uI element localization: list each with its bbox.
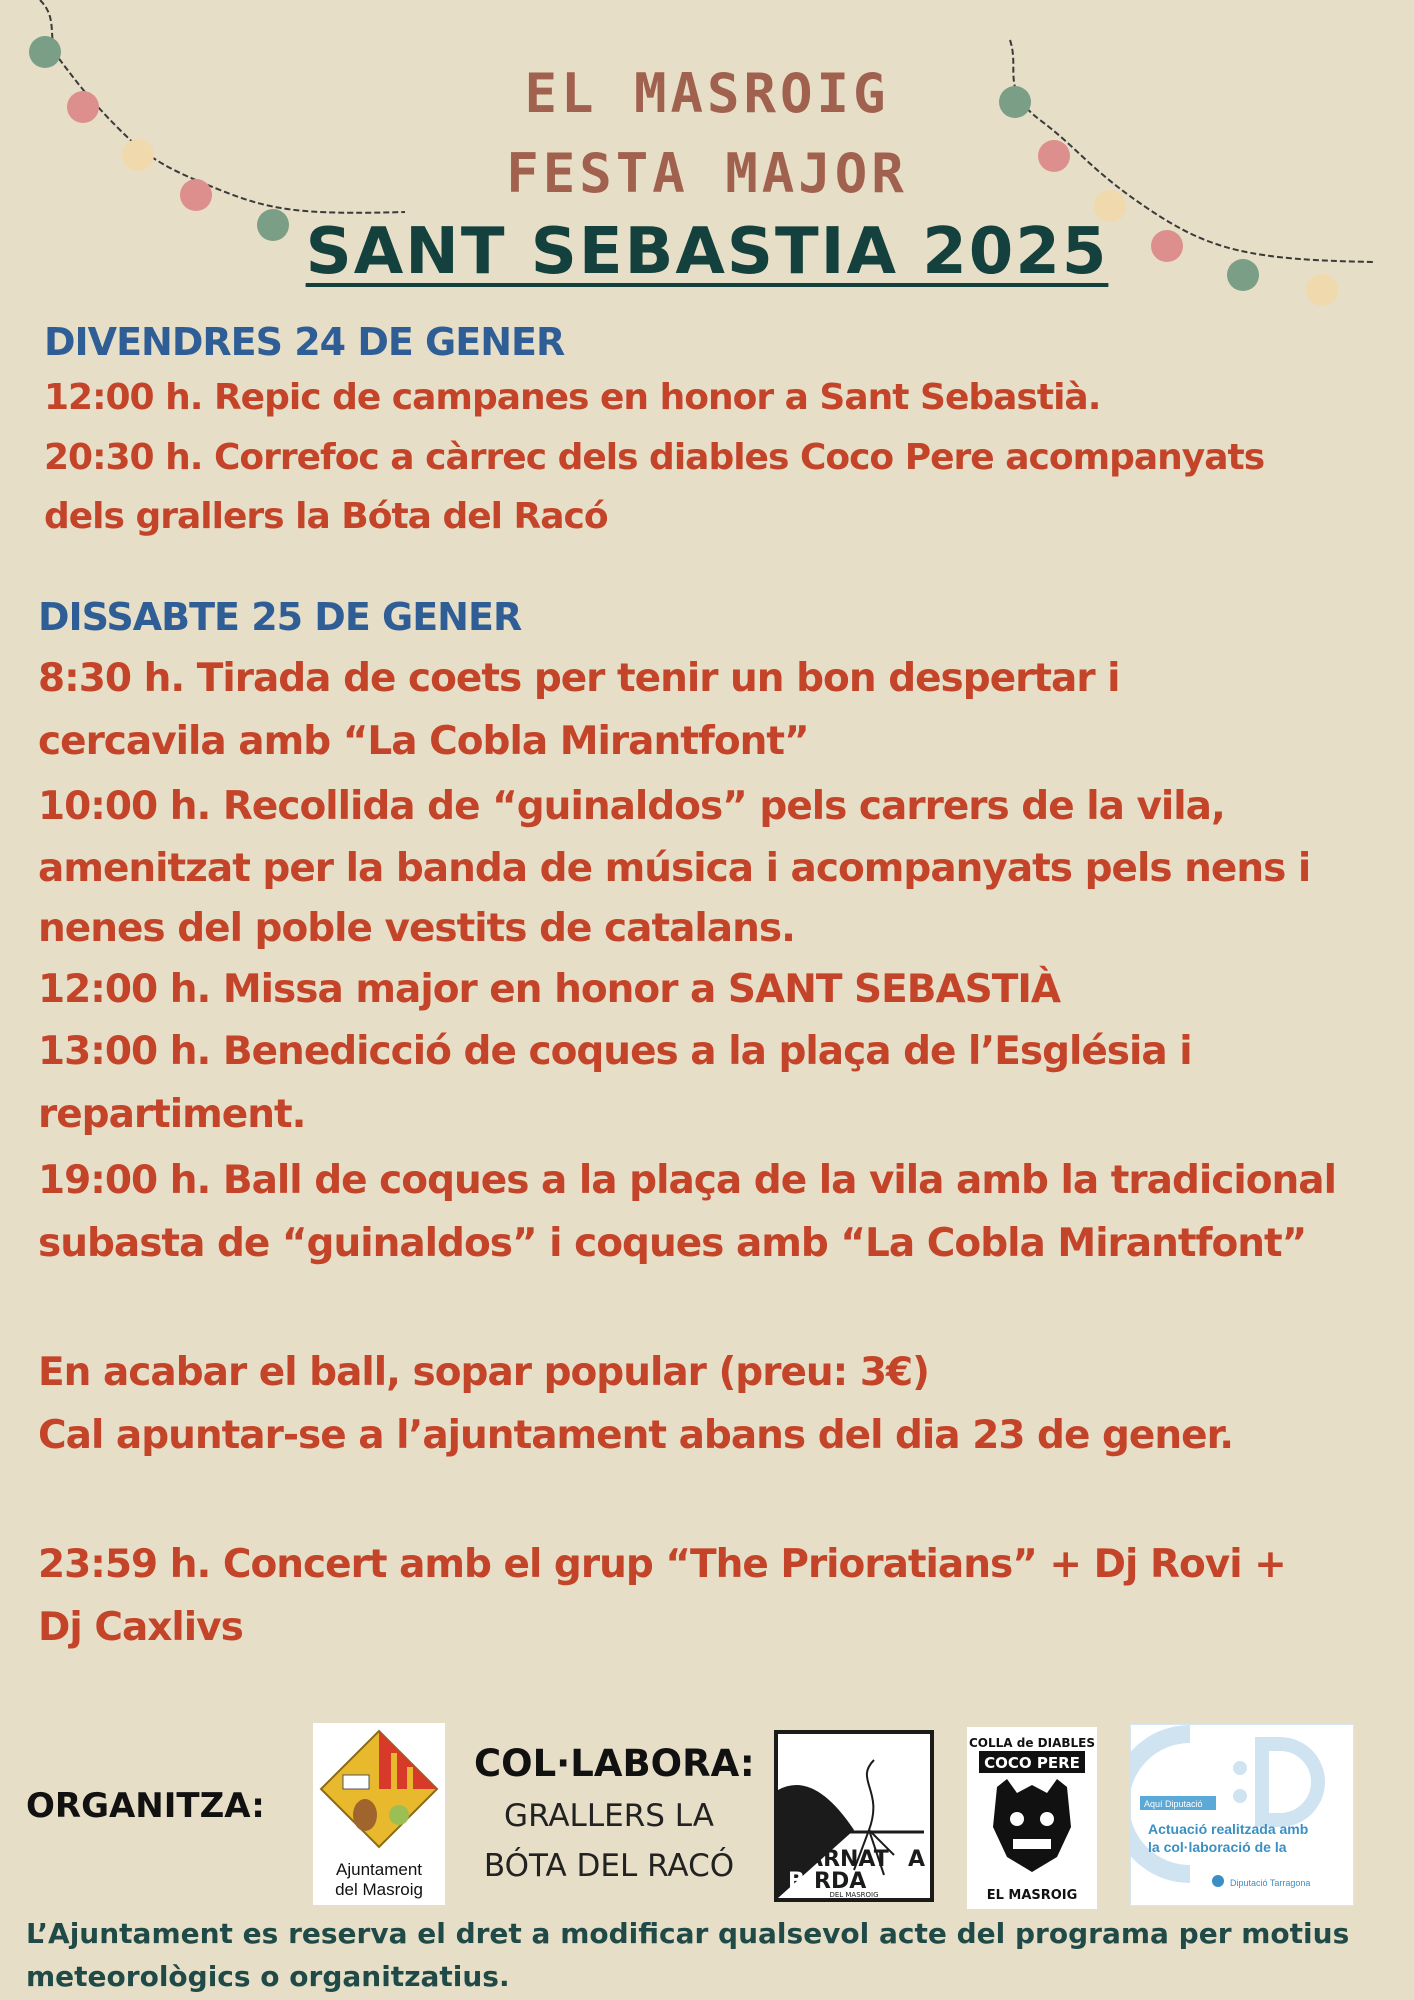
ajuntament-logo-text-1: Ajuntament <box>336 1860 422 1879</box>
diputacio-text-3: Diputació Tarragona <box>1230 1878 1311 1888</box>
page-title: SANT SEBASTIA 2025 <box>305 215 1109 289</box>
garnatxa-text-5: DEL MASROIG <box>829 1891 879 1899</box>
colla-diables-logo <box>967 1727 1097 1909</box>
diputacio-text-2: la col·laboració de la <box>1148 1839 1287 1855</box>
saturday-line: 13:00 h. Benedicció de coques a la plaça de l’Església i <box>38 1029 1192 1074</box>
saturday-line: 8:30 h. Tirada de coets per tenir un bon despertar i <box>38 656 1120 701</box>
saturday-line: 10:00 h. Recollida de “guinaldos” pels carrers de la vila, <box>38 784 1225 829</box>
diables-text-1: COLLA de DIABLES <box>968 1736 1096 1750</box>
ajuntament-logo <box>313 1723 445 1905</box>
organitza-label: ORGANITZA: <box>26 1786 265 1826</box>
friday-heading: DIVENDRES 24 DE GENER <box>44 320 565 364</box>
saturday-line: repartiment. <box>38 1092 306 1137</box>
diables-text-2: COCO PERE <box>984 1754 1080 1772</box>
friday-line: 20:30 h. Correfoc a càrrec dels diables Coco Pere acompanyats <box>44 437 1265 478</box>
garnatxa-text-3: B <box>788 1869 805 1894</box>
garnatxa-text-4: RDA <box>814 1869 867 1894</box>
garnatxa-text-2: A <box>908 1847 926 1872</box>
saturday-line: cercavila amb “La Cobla Mirantfont” <box>38 719 809 764</box>
diputacio-logo <box>1130 1724 1354 1906</box>
garnatxa-borda-logo <box>774 1730 934 1902</box>
diables-text-3: EL MASROIG <box>986 1888 1078 1903</box>
saturday-line: nenes del poble vestits de catalans. <box>38 906 795 951</box>
saturday-line: En acabar el ball, sopar popular (preu: 3€) <box>38 1350 929 1395</box>
saturday-line: subasta de “guinaldos” i coques amb “La Cobla Mirantfont” <box>38 1221 1307 1266</box>
ajuntament-logo-text-2: del Masroig <box>335 1880 423 1899</box>
friday-line: dels grallers la Bóta del Racó <box>44 496 608 537</box>
festa-major-label: FESTA MAJOR <box>506 142 908 205</box>
friday-line: 12:00 h. Repic de campanes en honor a Sant Sebastià. <box>44 377 1101 418</box>
saturday-line: 19:00 h. Ball de coques a la plaça de la vila amb la tradicional <box>38 1158 1336 1203</box>
garnatxa-text-1: GARNAT <box>788 1847 889 1872</box>
saturday-heading: DISSABTE 25 DE GENER <box>38 595 522 639</box>
town-name: EL MASROIG <box>524 62 890 125</box>
saturday-line: Cal apuntar-se a l’ajuntament abans del dia 23 de gener. <box>38 1413 1234 1458</box>
collabora-label: COL·LABORA: <box>474 1742 755 1785</box>
saturday-line: Dj Caxlivs <box>38 1605 243 1650</box>
collaborator-name-line: BÓTA DEL RACÓ <box>483 1848 735 1884</box>
saturday-line: 12:00 h. Missa major en honor a SANT SEBASTIÀ <box>38 967 1061 1012</box>
saturday-line: amenitzat per la banda de música i acompanyats pels nens i <box>38 846 1311 891</box>
disclaimer-line-2: meteorològics o organitzatius. <box>26 1960 510 1993</box>
diputacio-text-1: Actuació realitzada amb <box>1148 1821 1309 1837</box>
saturday-line: 23:59 h. Concert amb el grup “The Prioratians” + Dj Rovi + <box>38 1542 1286 1587</box>
diputacio-tag: Aquí Diputació <box>1144 1799 1203 1809</box>
collaborator-name-line: GRALLERS LA <box>504 1798 714 1834</box>
disclaimer-line-1: L’Ajuntament es reserva el dret a modificar qualsevol acte del programa per motius <box>26 1917 1350 1950</box>
